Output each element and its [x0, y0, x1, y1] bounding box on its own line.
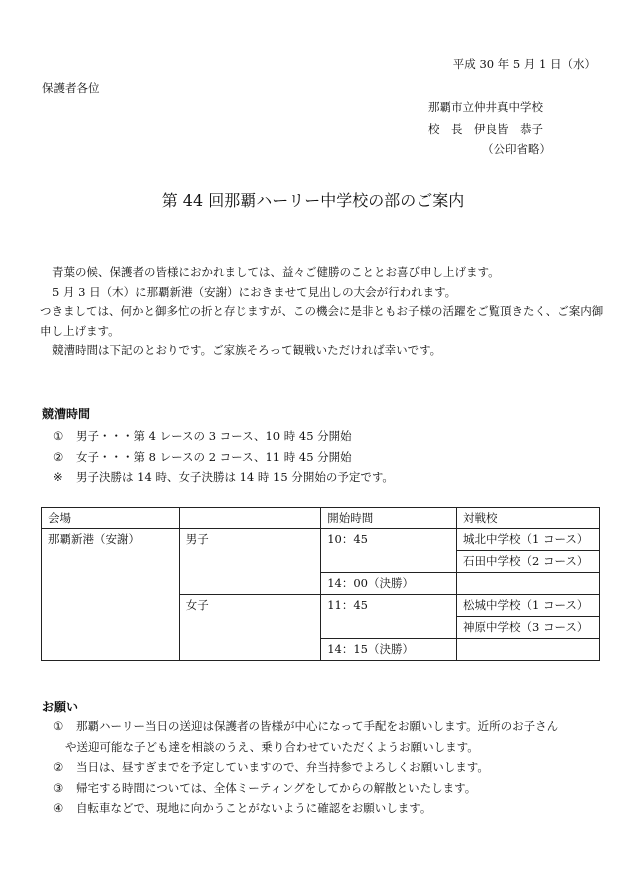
- opponent-cell: 石田中学校（2 コース）: [457, 551, 600, 573]
- list-item: [53, 716, 558, 737]
- opponent-cell: 神原中学校（3 コース）: [457, 617, 600, 639]
- list-text: 帰宅する時間については、全体ミーティングをしてからの解散といたします。: [76, 780, 477, 795]
- list-item: [53, 757, 558, 778]
- list-text: 男子決勝は 14 時、女子決勝は 14 時 15 分開始の予定です。: [76, 470, 394, 484]
- invitation-paragraph: つきましては、何かと御多忙の折と存じますが、この機会に是非ともお子様の活躍をご覧頂きたく、ご案内御申し上げます。: [40, 304, 604, 338]
- race-times-heading: 競漕時間: [42, 407, 91, 421]
- venue-cell: 那覇新港（安謝）: [42, 529, 180, 661]
- list-marker: ④: [53, 801, 64, 815]
- list-text: 那覇ハーリー当日の送迎は保護者の皆様が中心になって手配をお願いします。近所のお子さん: [76, 719, 559, 733]
- list-item: [53, 426, 394, 447]
- boys-time-cell: 10：45: [321, 529, 457, 573]
- table-row: [42, 529, 600, 551]
- opponent-cell: 松城中学校（1 コース）: [457, 595, 600, 617]
- header-category: [179, 508, 320, 529]
- list-item-continuation: や送迎可能な子ども達を相談のうえ、乗り合わせていただくようお願いします。: [65, 739, 479, 754]
- boys-label-cell: 男子: [179, 529, 320, 595]
- list-marker: ②: [53, 760, 64, 774]
- event-paragraph: 5 月 3 日（木）に那覇新港（安謝）におきませて見出しの大会が行われます。: [52, 284, 457, 299]
- schedule-table: [41, 507, 600, 661]
- schedule-note-paragraph: 競漕時間は下記のとおりです。ご家族そろって観戦いただければ幸いです。: [52, 343, 442, 358]
- header-opponent: 対戦校: [457, 508, 600, 529]
- list-marker: ③: [53, 780, 64, 795]
- list-text: 当日は、昼すぎまでを予定していますので、弁当持参でよろしくお願いします。: [76, 760, 489, 774]
- list-marker: ①: [53, 719, 64, 733]
- sender-school: 那覇市立仲井真中学校: [428, 100, 543, 114]
- recipient: 保護者各位: [42, 81, 100, 95]
- body-text: [40, 263, 605, 361]
- header-start-time: 開始時間: [321, 508, 457, 529]
- header-venue: 会場: [42, 508, 180, 529]
- seal-note: （公印省略）: [482, 142, 551, 156]
- issue-date: 平成 30 年 5 月 1 日（水）: [452, 57, 596, 71]
- list-item: [53, 798, 558, 819]
- table-header-row: [42, 508, 600, 529]
- boys-final-cell: 14：00（決勝）: [321, 573, 457, 595]
- list-marker: ※: [53, 470, 63, 484]
- list-item: [53, 778, 558, 799]
- girls-time-cell: 11：45: [321, 595, 457, 639]
- list-text: 自転車などで、現地に向かうことがないように確認をお願いします。: [76, 801, 432, 815]
- girls-final-cell: 14：15（決勝）: [321, 639, 457, 661]
- list-marker: ②: [53, 449, 64, 464]
- race-times-list: [53, 426, 394, 488]
- list-item: [53, 447, 394, 468]
- list-text: 女子・・・第 8 レースの 2 コース、11 時 45 分開始: [76, 449, 352, 464]
- requests-heading: お願い: [42, 700, 79, 714]
- opponent-cell: 城北中学校（1 コース）: [457, 529, 600, 551]
- document-title: 第 44 回那覇ハーリー中学校の部のご案内: [161, 191, 465, 210]
- sender-principal: 校 長 伊良皆 恭子: [428, 122, 543, 136]
- list-marker: ①: [53, 429, 64, 443]
- girls-label-cell: 女子: [179, 595, 320, 661]
- empty-cell: [457, 573, 600, 595]
- empty-cell: [457, 639, 600, 661]
- list-item: [53, 467, 394, 488]
- requests-list: [53, 716, 558, 819]
- list-text: 男子・・・第 4 レースの 3 コース、10 時 45 分開始: [76, 429, 352, 443]
- greeting-paragraph: 青葉の候、保護者の皆様におかれましては、益々ご健勝のこととお喜び申し上げます。: [52, 265, 500, 279]
